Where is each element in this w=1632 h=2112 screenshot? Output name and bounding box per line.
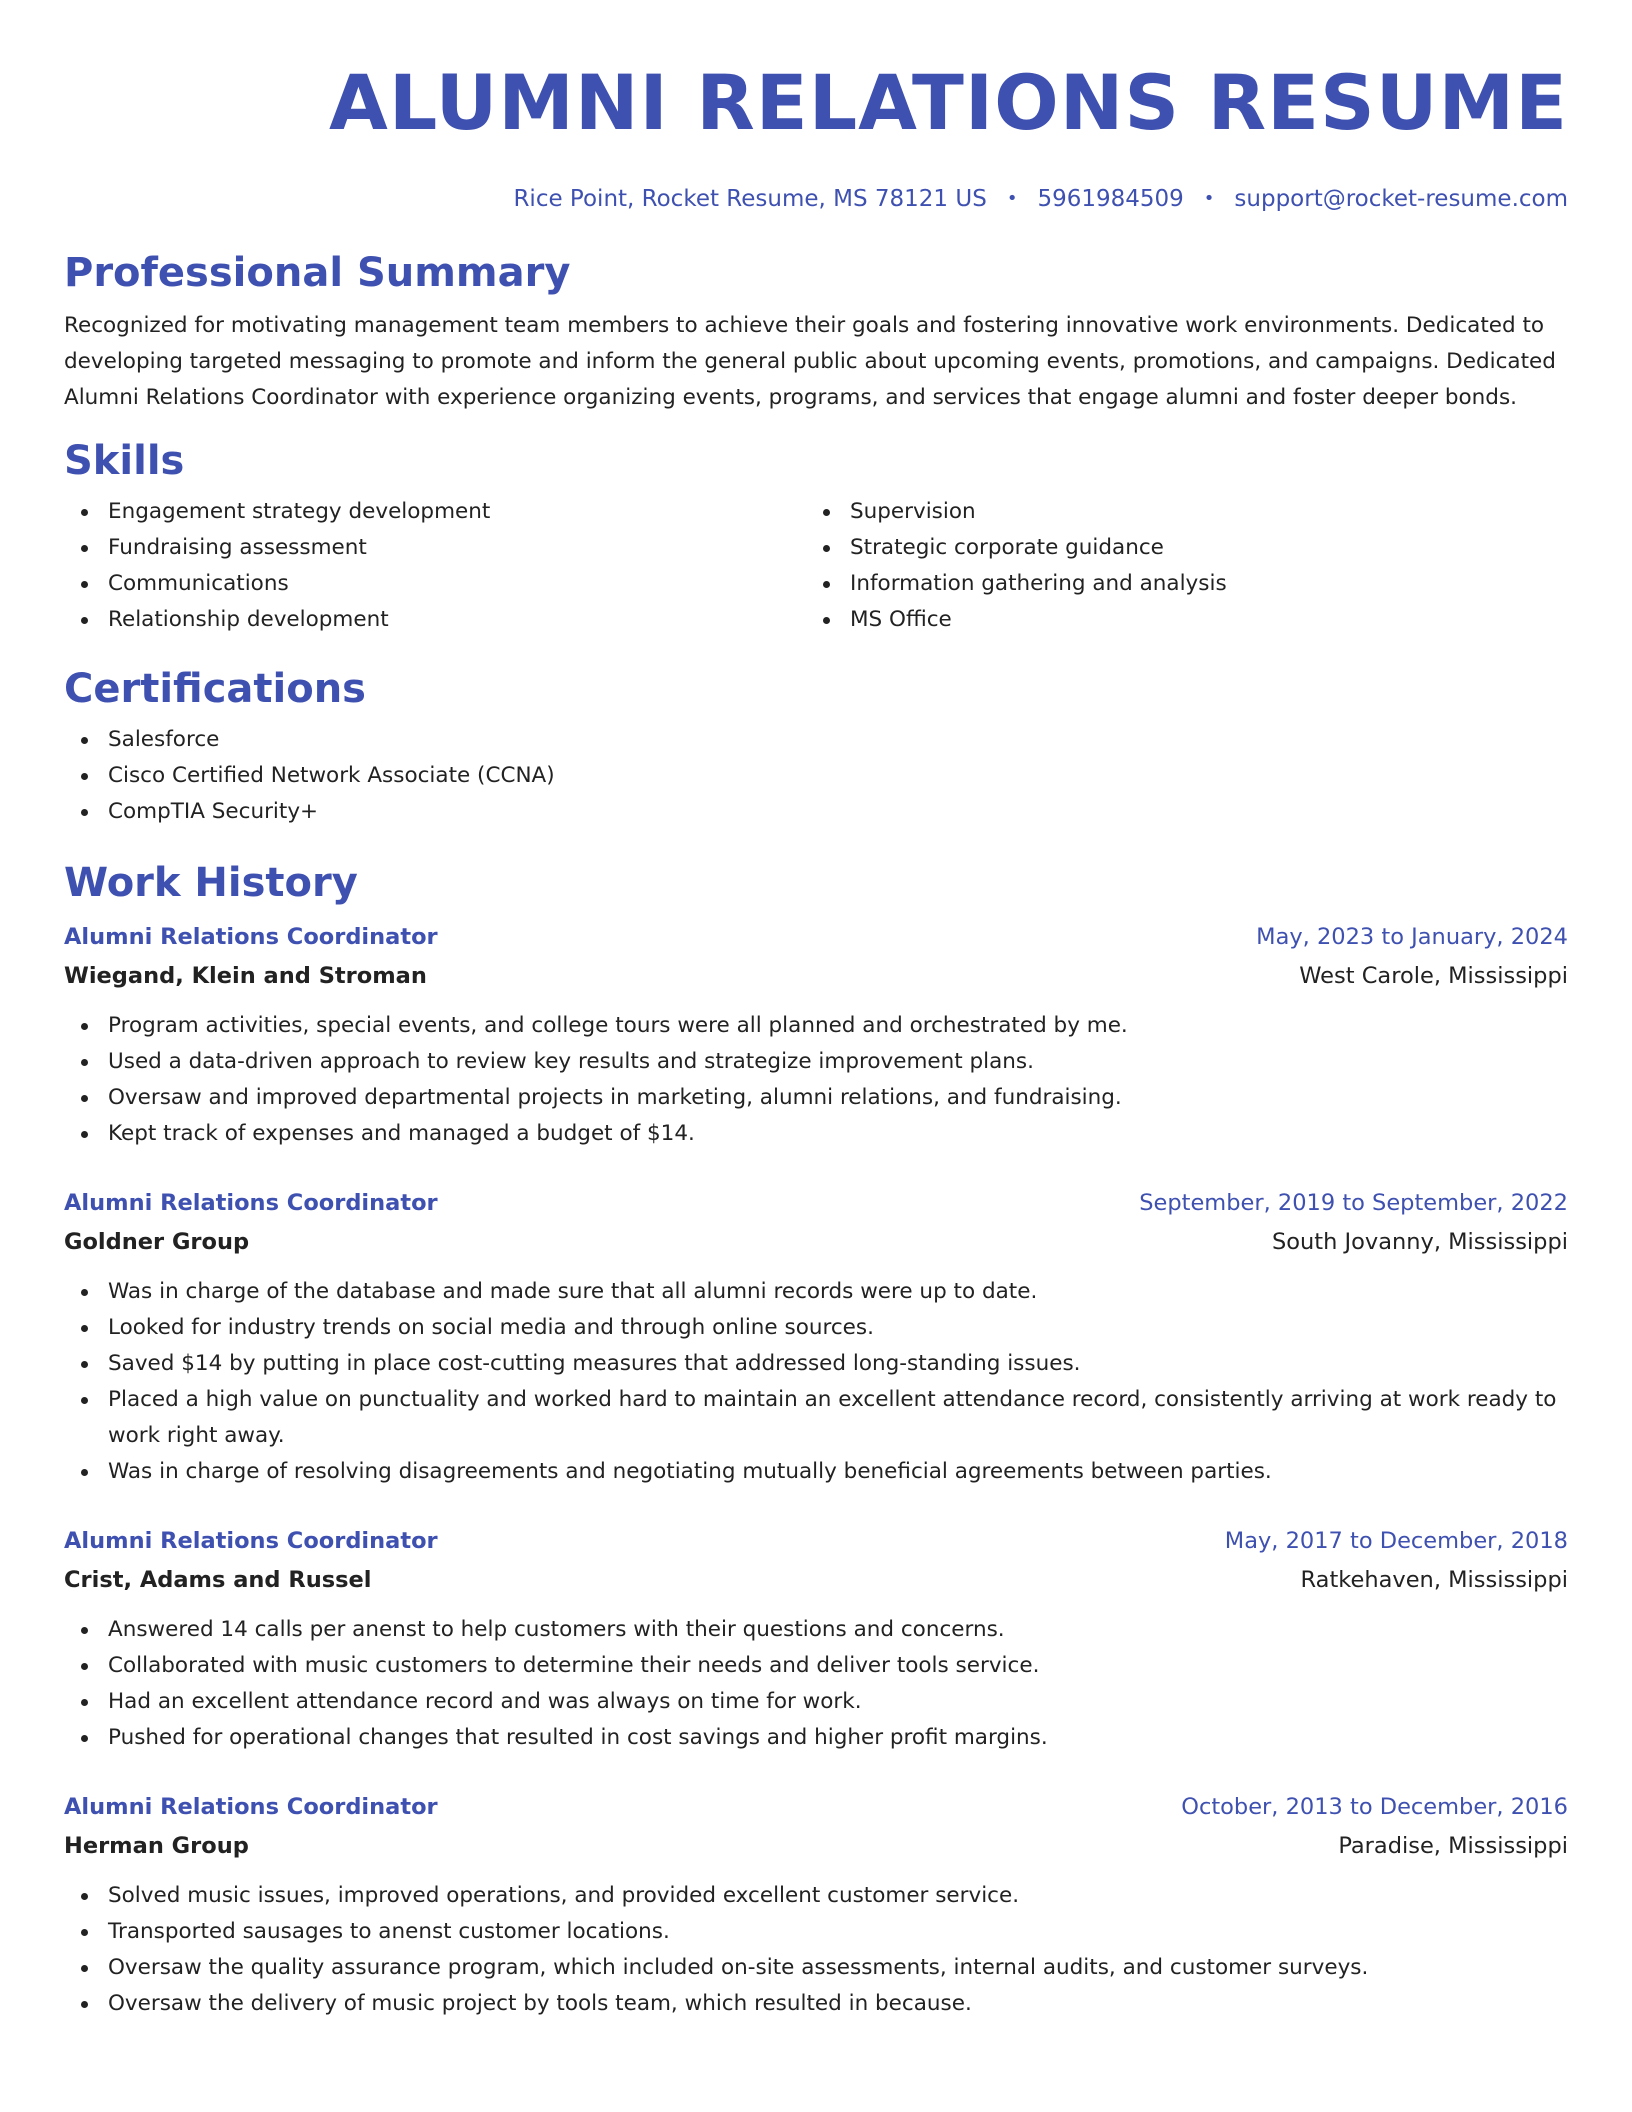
skills-left-list bbox=[64, 494, 806, 638]
skill-item: Fundraising assessment bbox=[64, 530, 806, 566]
job-entry bbox=[64, 1788, 1568, 2022]
job-title: Alumni Relations Coordinator bbox=[64, 924, 438, 950]
job-header bbox=[64, 1788, 1568, 1826]
section-title-summary: Professional Summary bbox=[64, 250, 571, 296]
job-title: Alumni Relations Coordinator bbox=[64, 1190, 438, 1216]
job-title: Alumni Relations Coordinator bbox=[64, 1794, 438, 1820]
job-bullet: Kept track of expenses and managed a budget of $14. bbox=[64, 1116, 1568, 1152]
job-dates: May, 2023 to January, 2024 bbox=[1256, 924, 1568, 950]
job-bullet: Was in charge of resolving disagreements and negotiating mutually beneficial agreements between parties. bbox=[64, 1454, 1568, 1490]
job-bullet: Placed a high value on punctuality and worked hard to maintain an excellent attendance record, consistently arriving at work ready to work right away. bbox=[64, 1382, 1568, 1454]
job-dates: October, 2013 to December, 2016 bbox=[1181, 1794, 1568, 1820]
job-company: Goldner Group bbox=[64, 1229, 250, 1255]
job-subheader bbox=[64, 956, 1568, 996]
summary-section bbox=[64, 248, 1568, 416]
resume-name: ALUMNI RELATIONS RESUME bbox=[329, 58, 1568, 147]
section-title-certifications: Certifications bbox=[64, 666, 366, 712]
certifications-list bbox=[64, 722, 1568, 830]
skill-item: Strategic corporate guidance bbox=[806, 530, 1548, 566]
skills-grid bbox=[64, 494, 1568, 638]
job-company: Wiegand, Klein and Stroman bbox=[64, 963, 427, 989]
skill-item: Relationship development bbox=[64, 602, 806, 638]
job-location: South Jovanny, Mississippi bbox=[1271, 1229, 1568, 1255]
job-bullet: Oversaw the delivery of music project by tools team, which resulted in because. bbox=[64, 1986, 1568, 2022]
resume-page bbox=[64, 0, 1568, 2022]
job-bullet: Saved $14 by putting in place cost-cutting measures that addressed long-standing issues. bbox=[64, 1346, 1568, 1382]
skill-item: Communications bbox=[64, 566, 806, 602]
job-company: Herman Group bbox=[64, 1833, 249, 1859]
job-company: Crist, Adams and Russel bbox=[64, 1567, 372, 1593]
summary-text: Recognized for motivating management team members to achieve their goals and fostering innovative work environments. Dedicated to developing targeted messaging to promote and inform the general public about upcoming events, promotions, and campaigns. Dedicated Alumni Relations Coordinator with experience organizing events, programs, and services that engage alumni and foster deeper bonds. bbox=[64, 313, 1556, 410]
skill-item: MS Office bbox=[806, 602, 1548, 638]
job-location: Paradise, Mississippi bbox=[1338, 1833, 1568, 1859]
job-entry bbox=[64, 918, 1568, 1152]
contact-separator: • bbox=[1006, 188, 1018, 209]
job-title: Alumni Relations Coordinator bbox=[64, 1528, 438, 1554]
job-dates: May, 2017 to December, 2018 bbox=[1224, 1528, 1568, 1554]
job-subheader bbox=[64, 1560, 1568, 1600]
section-title-skills: Skills bbox=[64, 438, 185, 484]
job-bullets bbox=[64, 1878, 1568, 2022]
work-section bbox=[64, 858, 1568, 2022]
job-header bbox=[64, 1184, 1568, 1222]
job-header bbox=[64, 1522, 1568, 1560]
job-subheader bbox=[64, 1222, 1568, 1262]
job-bullets bbox=[64, 1008, 1568, 1152]
job-header bbox=[64, 918, 1568, 956]
job-bullet: Transported sausages to anenst customer locations. bbox=[64, 1914, 1568, 1950]
job-bullets bbox=[64, 1274, 1568, 1490]
certification-item: CompTIA Security+ bbox=[64, 794, 1568, 830]
contact-separator: • bbox=[1203, 188, 1215, 209]
job-bullet: Used a data-driven approach to review key results and strategize improvement plans. bbox=[64, 1044, 1568, 1080]
job-bullet: Was in charge of the database and made sure that all alumni records were up to date. bbox=[64, 1274, 1568, 1310]
job-bullets bbox=[64, 1612, 1568, 1756]
certification-item: Salesforce bbox=[64, 722, 1568, 758]
job-bullet: Oversaw the quality assurance program, which included on-site assessments, internal audits, and customer surveys. bbox=[64, 1950, 1568, 1986]
skill-item: Information gathering and analysis bbox=[806, 566, 1548, 602]
job-subheader bbox=[64, 1826, 1568, 1866]
skills-section bbox=[64, 436, 1568, 638]
job-entry bbox=[64, 1522, 1568, 1756]
contact-line bbox=[64, 184, 1568, 214]
job-location: Ratkehaven, Mississippi bbox=[1300, 1567, 1568, 1593]
skill-item: Supervision bbox=[806, 494, 1548, 530]
job-bullet: Solved music issues, improved operations, and provided excellent customer service. bbox=[64, 1878, 1568, 1914]
contact-phone: 5961984509 bbox=[1037, 186, 1184, 212]
contact-email: support@rocket-resume.com bbox=[1234, 186, 1568, 212]
job-bullet: Had an excellent attendance record and was always on time for work. bbox=[64, 1684, 1568, 1720]
skill-item: Engagement strategy development bbox=[64, 494, 806, 530]
job-bullet: Oversaw and improved departmental projects in marketing, alumni relations, and fundraising. bbox=[64, 1080, 1568, 1116]
job-bullet: Looked for industry trends on social media and through online sources. bbox=[64, 1310, 1568, 1346]
job-bullet: Program activities, special events, and college tours were all planned and orchestrated by me. bbox=[64, 1008, 1568, 1044]
job-bullet: Answered 14 calls per anenst to help customers with their questions and concerns. bbox=[64, 1612, 1568, 1648]
contact-address: Rice Point, Rocket Resume, MS 78121 US bbox=[513, 186, 987, 212]
certification-item: Cisco Certified Network Associate (CCNA) bbox=[64, 758, 1568, 794]
certifications-section bbox=[64, 664, 1568, 830]
job-bullet: Pushed for operational changes that resulted in cost savings and higher profit margins. bbox=[64, 1720, 1568, 1756]
job-dates: September, 2019 to September, 2022 bbox=[1139, 1190, 1568, 1216]
job-location: West Carole, Mississippi bbox=[1299, 963, 1568, 989]
section-title-work: Work History bbox=[64, 860, 358, 906]
job-bullet: Collaborated with music customers to determine their needs and deliver tools service. bbox=[64, 1648, 1568, 1684]
skills-right-list bbox=[806, 494, 1548, 638]
job-entry bbox=[64, 1184, 1568, 1490]
